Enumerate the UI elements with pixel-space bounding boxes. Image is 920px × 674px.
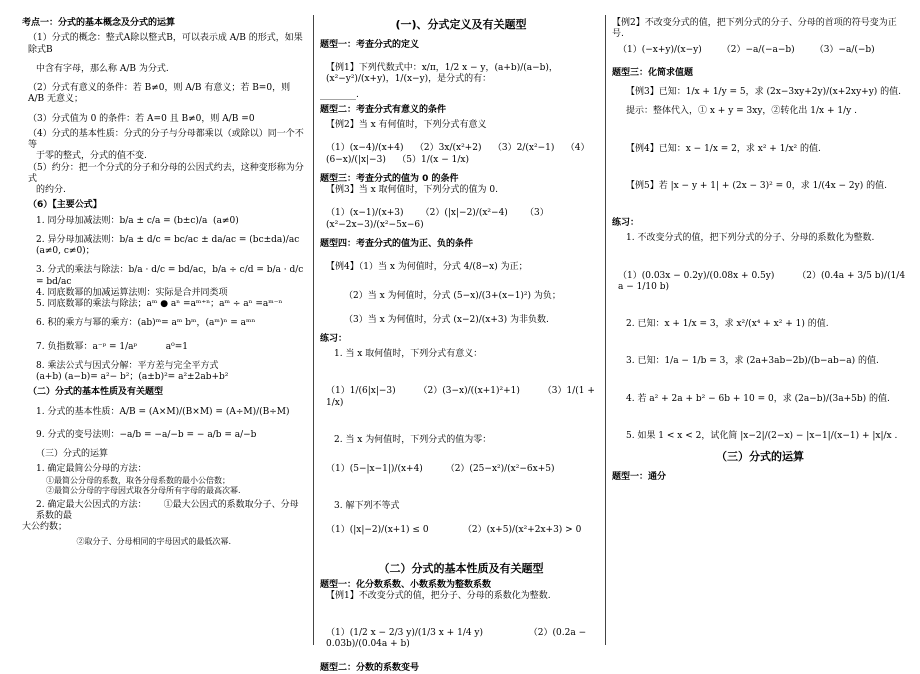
column-divider-left (313, 15, 314, 645)
col2-text-line: （3）当 x 为何值时，分式 (x−2)/(x+3) 为非负数. (344, 314, 549, 325)
column-right-simplification (612, 18, 908, 643)
col1-text-line: 1. 同分母加减法则：b/a ± c/a = (b±c)/a (a≠0) (36, 215, 239, 226)
line-gap (612, 330, 908, 356)
col1-text-line: 1. 分式的基本性质：A/B = (A×M)/(B×M) = (A÷M)/(B÷M) (36, 406, 290, 417)
col3-text-line: 【例3】已知：1/x + 1/y = 5，求 (2x−3xy+2y)/(x+2xy+y) 的值. (626, 87, 902, 97)
col2-text-line: （1）(5−|x−1|)/(x+4) （2）(25−x²)/(x²−6x+5) (326, 464, 555, 474)
line-gap (22, 418, 306, 430)
col2-text-line: 题型一：化分数系数、小数系数为整数系数 (320, 579, 492, 590)
col2-text-line: （2）当 x 为何值时，分式 (5−x)/(3+(x−1)²) 为负； (344, 291, 561, 302)
line-gap (320, 131, 602, 143)
col1-text-line: （2）分式有意义的条件：若 B≠0，则 A/B 有意义；若 B=0，则 A/B 无意义； (28, 83, 293, 105)
col2-text-line: 2. 当 x 为何值时，下列分式的值为零： (334, 434, 492, 445)
col1-text-line: （4）分式的基本性质：分式的分子与分母都乘以（或除以）同一个不等 (28, 128, 304, 150)
col3-text-line: 4. 若 a² + 2a + b² − 6b + 10 = 0，求 (2a−b)/(3a+5b) 的值. (626, 393, 890, 404)
line-gap (612, 79, 908, 87)
col2-text-line: 题型二：分数的系数变号 (320, 662, 420, 673)
line-gap (320, 602, 602, 628)
col2-text-line: (一)、分式定义及有关题型 (395, 18, 527, 31)
line-gap (320, 651, 602, 663)
col2-text-line: （1）(x−4)/(x+4) （2）3x/(x²+2) （3）2/(x²−1) （4）(6−x)/(|x|−3) （5）1/(x − 1/x) (326, 143, 590, 165)
line-gap (612, 442, 908, 450)
col2-text-line: （1）(1/2 x − 2/3 y)/(1/3 x + 1/4 y) （2）(0.2a − 0.03b)/(0.04a + b) (326, 628, 589, 650)
col3-text-line: 【例4】已知：x − 1/x = 2，求 x² + 1/x² 的值. (626, 143, 821, 154)
column-middle-definitions (320, 18, 602, 673)
line-gap (22, 75, 306, 83)
col1-text-line: （1）分式的概念：整式A除以整式B，可以表示成 A/B 的形式，如果除式B (28, 33, 303, 55)
col2-text-line: 题型三：考查分式的值为 0 的条件 (320, 173, 459, 184)
col2-text-line: ________. (320, 89, 359, 100)
col1-text-line: ②取分子、分母相同的字母因式的最低次幂. (46, 537, 232, 547)
col3-text-line: 1. 不改变分式的值，把下列分式的分子、分母的系数化为整数. (626, 233, 875, 244)
col1-text-line: ①最简公分母的系数，取各分母系数的最小公倍数； (46, 475, 230, 485)
col2-text-line: 3. 解下列不等式 (334, 501, 400, 512)
col3-text-line: （1）(0.03x − 0.2y)/(0.08x + 0.5y) （2）(0.4a + 3/5 b)/(1/4 a − 1/10 b) (618, 270, 908, 292)
line-gap (22, 441, 306, 449)
line-gap (612, 293, 908, 319)
line-gap (22, 106, 306, 114)
col1-text-line: ②最简公分母的字母因式取各分母所有字母的最高次幂. (46, 485, 241, 495)
col2-text-line: （1）(x−1)/(x+3) （2）(|x|−2)/(x²−4) （3）(x²−2x−3)/(x²−5x−6) (326, 208, 549, 230)
line-gap (612, 56, 908, 68)
col1-text-line: （三）分式的运算 (36, 449, 109, 459)
col3-text-line: 5. 如果 1 < x < 2，试化简 |x−2|/(2−x) − |x−1|/(x−1) + |x|/x . (626, 430, 898, 441)
col1-text-line: （6）【主要公式】 (28, 200, 102, 211)
col1-text-line: 7. 负指数幂：a⁻ᵖ = 1/aᵖ a⁰=1 (36, 341, 188, 352)
line-gap (22, 353, 306, 361)
col1-text-line: 考点一：分式的基本概念及分式的运算 (22, 18, 176, 28)
line-gap (22, 227, 306, 235)
col3-text-line: 练习： (612, 218, 640, 228)
col1-text-line: 4. 同底数幂的加减运算法则：实际是合并同类项 (36, 287, 228, 298)
col1-text-line: 5. 同底数幂的乘法与除法；aᵐ ● aⁿ =aᵐ⁺ⁿ；aᵐ ÷ aⁿ =aᵐ⁻ⁿ (36, 299, 283, 309)
col1-text-line: （5）约分：把一个分式的分子和分母的公因式约去，这种变形称为分式 (28, 162, 304, 184)
line-gap (612, 192, 908, 218)
line-gap (612, 405, 908, 431)
line-gap (320, 231, 602, 239)
line-gap (320, 303, 602, 315)
line-gap (320, 513, 602, 525)
col3-text-line: 【例2】不改变分式的值，把下列分式的分子、分母的首项的符号变为正号. (612, 18, 897, 40)
line-gap (320, 166, 602, 174)
line-gap (320, 446, 602, 464)
col2-text-line: 题型二：考查分式有意义的条件 (320, 104, 447, 115)
col2-text-line: 题型四：考查分式的值为正、负的条件 (320, 238, 474, 249)
line-gap (320, 360, 602, 386)
col1-text-line: 的约分. (36, 185, 66, 195)
column-left-concepts (22, 18, 306, 643)
col1-text-line: 3. 分式的乘法与除法：b/a · d/c = bd/ac，b/a ÷ c/d = b/a · d/c = bd/ac (36, 265, 307, 287)
line-gap (320, 250, 602, 262)
line-gap (320, 51, 602, 63)
line-gap (22, 56, 306, 64)
col2-text-line: （1）1/(6|x|−3) （2）(3−x)/((x+1)²+1) （3）1/(1 + 1/x) (326, 386, 598, 408)
line-gap (22, 330, 306, 342)
col1-text-line: 大公约数； (22, 522, 68, 532)
line-gap (320, 326, 602, 334)
line-gap (320, 196, 602, 208)
col1-text-line: 8. 乘法公式与因式分解：平方差与完全平方式 (36, 360, 219, 371)
line-gap (22, 399, 306, 407)
col1-text-line: 1. 确定最简公分母的方法： (36, 464, 147, 475)
col3-text-line: （三）分式的运算 (716, 450, 804, 463)
col2-text-line: 【例1】下列代数式中：x/π，1/2 x − y，(a+b)/(a−b)，(x²−y²)/(x+y)，1/(x−y)，是分式的有： (326, 63, 558, 85)
line-gap (612, 155, 908, 181)
col2-text-line: （1）(|x|−2)/(x+1) ≤ 0 （2）(x+5)/(x²+2x+3) > 0 (326, 524, 582, 535)
col1-text-line: 2. 异分母加减法则：b/a ± d/c = bc/ac ± da/ac = (bc±da)/ac (a≠0, c≠0)； (36, 234, 305, 256)
column-divider-right (605, 15, 606, 645)
col1-text-line: 于零的整式，分式的值不变. (36, 151, 147, 162)
col3-text-line: 【例5】若 |x − y + 1| + (2x − 3)² = 0，求 1/(4x − 2y) 的值. (626, 180, 887, 191)
line-gap (320, 536, 602, 562)
col1-text-line: 9. 分式的变号法则：−a/b = −a/−b = − a/b = a/−b (36, 429, 257, 440)
col2-text-line: 【例1】不改变分式的值，把分子、分母的系数化为整数. (326, 590, 551, 601)
col1-text-line: （二）分式的基本性质及有关题型 (28, 387, 164, 398)
col3-text-line: 3. 已知：1/a − 1/b = 3，求 (2a+3ab−2b)/(b−ab−a) 的值. (626, 356, 879, 367)
col1-text-line: 中含有字母，那么称 A/B 为分式. (36, 63, 169, 74)
col3-text-line: 提示：整体代入，① x + y = 3xy，②转化出 1/x + 1/y . (626, 106, 857, 117)
col1-text-line: (a+b) (a−b)= a²− b²；(a±b)²= a²±2ab+b² (36, 372, 229, 382)
line-gap (320, 409, 602, 435)
col3-text-line: （1）(−x+y)/(x−y) （2）−a/(−a−b) （3）−a/(−b) (618, 44, 875, 55)
line-gap (320, 475, 602, 501)
line-gap (612, 464, 908, 472)
line-gap (320, 273, 602, 291)
line-gap (320, 32, 602, 40)
col2-text-line: 题型一：考查分式的定义 (320, 39, 420, 50)
col3-text-line: 题型三：化简求值题 (612, 67, 694, 78)
col3-text-line: 2. 已知：x + 1/x = 3，求 x²/(x⁴ + x² + 1) 的值. (626, 319, 829, 329)
col3-text-line: 题型一：通分 (612, 471, 667, 482)
col2-text-line: 练习： (320, 333, 348, 344)
col1-text-line: 6. 积的乘方与幂的乘方：(ab)ᵐ= aᵐ bᵐ，(aᵐ)ⁿ = aᵐⁿ (36, 318, 256, 329)
col2-text-line: 1. 当 x 取何值时，下列分式有意义： (334, 349, 483, 359)
col2-text-line: 【例4】（1）当 x 为何值时，分式 4/(8−x) 为正； (326, 262, 528, 272)
col2-text-line: 【例2】当 x 有何值时，下列分式有意义 (326, 120, 487, 130)
col1-text-line: （3）分式值为 0 的条件：若 A=0 且 B≠0，则 A/B =0 (28, 113, 255, 124)
line-gap (612, 368, 908, 394)
line-gap (612, 245, 908, 271)
line-gap (612, 118, 908, 144)
col2-text-line: 【例3】当 x 取何值时，下列分式的值为 0. (326, 185, 498, 195)
col2-text-line: （二）分式的基本性质及有关题型 (378, 561, 544, 575)
col1-text-line: 2. 确定最大公因式的方法： ①最大公因式的系数取分子、分母系数的最 (36, 499, 299, 521)
